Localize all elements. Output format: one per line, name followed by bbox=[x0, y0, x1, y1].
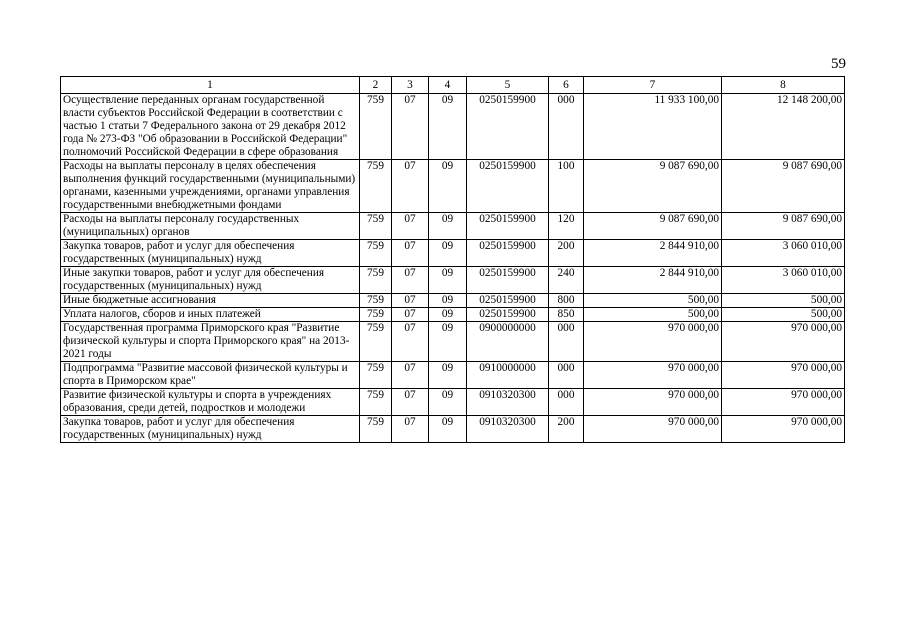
amount-year2-cell: 9 087 690,00 bbox=[722, 213, 845, 240]
target-article-cell: 0910320300 bbox=[467, 389, 549, 416]
admin-code-cell: 759 bbox=[360, 294, 392, 308]
table-row bbox=[61, 294, 845, 308]
table-row bbox=[61, 389, 845, 416]
target-article-cell: 0900000000 bbox=[467, 322, 549, 362]
expense-type-cell: 200 bbox=[549, 240, 584, 267]
header-cell: 7 bbox=[584, 77, 722, 94]
amount-year2-cell: 3 060 010,00 bbox=[722, 267, 845, 294]
row-name-cell: Развитие физической культуры и спорта в учреждениях образования, среди детей, подростков и молодежи bbox=[61, 389, 360, 416]
section-cell: 07 bbox=[392, 294, 429, 308]
amount-year2-cell: 970 000,00 bbox=[722, 362, 845, 389]
amount-year2-cell: 12 148 200,00 bbox=[722, 94, 845, 160]
subsection-cell: 09 bbox=[429, 240, 467, 267]
table-row bbox=[61, 416, 845, 443]
amount-year1-cell: 9 087 690,00 bbox=[584, 213, 722, 240]
section-cell: 07 bbox=[392, 94, 429, 160]
table-row bbox=[61, 308, 845, 322]
header-cell: 3 bbox=[392, 77, 429, 94]
amount-year1-cell: 500,00 bbox=[584, 294, 722, 308]
header-cell: 4 bbox=[429, 77, 467, 94]
amount-year1-cell: 2 844 910,00 bbox=[584, 240, 722, 267]
amount-year2-cell: 500,00 bbox=[722, 308, 845, 322]
header-cell: 5 bbox=[467, 77, 549, 94]
subsection-cell: 09 bbox=[429, 389, 467, 416]
header-cell: 1 bbox=[61, 77, 360, 94]
target-article-cell: 0250159900 bbox=[467, 267, 549, 294]
table-row bbox=[61, 94, 845, 160]
target-article-cell: 0910320300 bbox=[467, 416, 549, 443]
expense-type-cell: 000 bbox=[549, 322, 584, 362]
expense-type-cell: 200 bbox=[549, 416, 584, 443]
target-article-cell: 0250159900 bbox=[467, 213, 549, 240]
section-cell: 07 bbox=[392, 267, 429, 294]
expense-type-cell: 800 bbox=[549, 294, 584, 308]
admin-code-cell: 759 bbox=[360, 389, 392, 416]
subsection-cell: 09 bbox=[429, 322, 467, 362]
table-row bbox=[61, 322, 845, 362]
subsection-cell: 09 bbox=[429, 308, 467, 322]
target-article-cell: 0250159900 bbox=[467, 94, 549, 160]
subsection-cell: 09 bbox=[429, 94, 467, 160]
row-name-cell: Закупка товаров, работ и услуг для обеспечения государственных (муниципальных) нужд bbox=[61, 240, 360, 267]
section-cell: 07 bbox=[392, 240, 429, 267]
page-number: 59 bbox=[831, 56, 846, 72]
row-name-cell: Расходы на выплаты персоналу в целях обеспечения выполнения функций государственными (муниципальными) органами, казенными учреждениями, органами управления государственными внебюджетными фондами bbox=[61, 160, 360, 213]
row-name-cell: Иные бюджетные ассигнования bbox=[61, 294, 360, 308]
row-name-cell: Уплата налогов, сборов и иных платежей bbox=[61, 308, 360, 322]
expense-type-cell: 120 bbox=[549, 213, 584, 240]
admin-code-cell: 759 bbox=[360, 94, 392, 160]
amount-year2-cell: 970 000,00 bbox=[722, 416, 845, 443]
amount-year1-cell: 970 000,00 bbox=[584, 416, 722, 443]
row-name-cell: Осуществление переданных органам государственной власти субъектов Российской Федерации в соответствии с частью 1 статьи 7 Федерального закона от 29 декабря 2012 года № 273-ФЗ "Об образовании в Российской Федерации" полномочий Российской Федерации в сфере образования bbox=[61, 94, 360, 160]
amount-year2-cell: 9 087 690,00 bbox=[722, 160, 845, 213]
amount-year1-cell: 11 933 100,00 bbox=[584, 94, 722, 160]
subsection-cell: 09 bbox=[429, 416, 467, 443]
target-article-cell: 0250159900 bbox=[467, 294, 549, 308]
expense-type-cell: 000 bbox=[549, 389, 584, 416]
amount-year1-cell: 970 000,00 bbox=[584, 389, 722, 416]
amount-year2-cell: 970 000,00 bbox=[722, 389, 845, 416]
amount-year1-cell: 9 087 690,00 bbox=[584, 160, 722, 213]
subsection-cell: 09 bbox=[429, 294, 467, 308]
row-name-cell: Расходы на выплаты персоналу государственных (муниципальных) органов bbox=[61, 213, 360, 240]
table-row bbox=[61, 362, 845, 389]
amount-year1-cell: 970 000,00 bbox=[584, 322, 722, 362]
subsection-cell: 09 bbox=[429, 160, 467, 213]
section-cell: 07 bbox=[392, 416, 429, 443]
section-cell: 07 bbox=[392, 389, 429, 416]
header-cell: 2 bbox=[360, 77, 392, 94]
admin-code-cell: 759 bbox=[360, 267, 392, 294]
row-name-cell: Государственная программа Приморского края "Развитие физической культуры и спорта Приморского края" на 2013-2021 годы bbox=[61, 322, 360, 362]
section-cell: 07 bbox=[392, 362, 429, 389]
table-row bbox=[61, 240, 845, 267]
subsection-cell: 09 bbox=[429, 213, 467, 240]
row-name-cell: Закупка товаров, работ и услуг для обеспечения государственных (муниципальных) нужд bbox=[61, 416, 360, 443]
admin-code-cell: 759 bbox=[360, 308, 392, 322]
admin-code-cell: 759 bbox=[360, 213, 392, 240]
header-cell: 8 bbox=[722, 77, 845, 94]
amount-year1-cell: 2 844 910,00 bbox=[584, 267, 722, 294]
admin-code-cell: 759 bbox=[360, 322, 392, 362]
amount-year1-cell: 500,00 bbox=[584, 308, 722, 322]
target-article-cell: 0250159900 bbox=[467, 160, 549, 213]
admin-code-cell: 759 bbox=[360, 416, 392, 443]
target-article-cell: 0250159900 bbox=[467, 308, 549, 322]
table-row bbox=[61, 213, 845, 240]
amount-year2-cell: 970 000,00 bbox=[722, 322, 845, 362]
section-cell: 07 bbox=[392, 160, 429, 213]
expense-type-cell: 850 bbox=[549, 308, 584, 322]
target-article-cell: 0250159900 bbox=[467, 240, 549, 267]
admin-code-cell: 759 bbox=[360, 240, 392, 267]
admin-code-cell: 759 bbox=[360, 362, 392, 389]
admin-code-cell: 759 bbox=[360, 160, 392, 213]
header-cell: 6 bbox=[549, 77, 584, 94]
header-row bbox=[61, 77, 845, 94]
target-article-cell: 0910000000 bbox=[467, 362, 549, 389]
subsection-cell: 09 bbox=[429, 362, 467, 389]
expense-type-cell: 240 bbox=[549, 267, 584, 294]
table-row bbox=[61, 160, 845, 213]
section-cell: 07 bbox=[392, 322, 429, 362]
subsection-cell: 09 bbox=[429, 267, 467, 294]
expense-type-cell: 000 bbox=[549, 362, 584, 389]
budget-table bbox=[60, 76, 845, 443]
section-cell: 07 bbox=[392, 308, 429, 322]
amount-year1-cell: 970 000,00 bbox=[584, 362, 722, 389]
table-row bbox=[61, 267, 845, 294]
row-name-cell: Иные закупки товаров, работ и услуг для обеспечения государственных (муниципальных) нужд bbox=[61, 267, 360, 294]
section-cell: 07 bbox=[392, 213, 429, 240]
expense-type-cell: 100 bbox=[549, 160, 584, 213]
row-name-cell: Подпрограмма "Развитие массовой физической культуры и спорта в Приморском крае" bbox=[61, 362, 360, 389]
amount-year2-cell: 500,00 bbox=[722, 294, 845, 308]
amount-year2-cell: 3 060 010,00 bbox=[722, 240, 845, 267]
expense-type-cell: 000 bbox=[549, 94, 584, 160]
